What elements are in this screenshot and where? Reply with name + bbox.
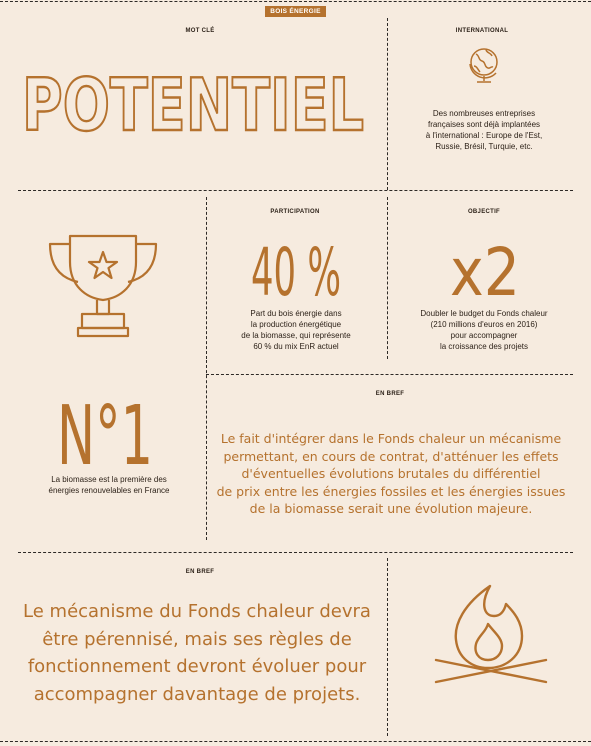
ranking-line: La biomasse est la première des xyxy=(51,475,167,484)
international-line: Russie, Brésil, Turquie, etc. xyxy=(435,142,533,151)
divider-row-3 xyxy=(18,552,573,553)
objectif-line: Doubler le budget du Fonds chaleur xyxy=(420,309,548,318)
objectif-label: OBJECTIF xyxy=(467,209,501,215)
objectif-figure xyxy=(430,238,540,302)
divider-row-2 xyxy=(206,374,573,375)
objectif-line: pour accompagner xyxy=(450,331,518,340)
participation-line: 60 % du mix EnR actuel xyxy=(253,342,339,351)
ranking-text xyxy=(18,474,200,496)
brief1-text xyxy=(210,430,572,518)
international-line: Des nombreuses entreprises xyxy=(432,109,536,118)
objectif-figure-text: x2 xyxy=(450,238,520,302)
objectif-line: la croissance des projets xyxy=(439,342,529,351)
brief1-line: de la biomasse serait une évolution majeure. xyxy=(249,501,533,516)
divider-col-low xyxy=(206,360,207,540)
international-label: INTERNATIONAL xyxy=(455,28,509,34)
ranking-figure-text: N°1 xyxy=(57,392,153,472)
brief1-line: d'éventuelles évolutions brutales du différentiel xyxy=(241,466,541,481)
objectif-line: (210 millions d'euros en 2016) xyxy=(430,320,538,329)
participation-text xyxy=(212,308,380,352)
participation-line: la production énergétique xyxy=(250,320,342,329)
brief1-line: de prix entre les énergies fossiles et les énergies issues xyxy=(216,483,566,499)
section-tag: BOIS ÉNERGIE xyxy=(265,6,326,17)
divider-col-mid-left xyxy=(206,197,207,359)
keyword-word xyxy=(18,66,368,146)
divider-col-mid-right xyxy=(387,197,388,359)
ranking-line: énergies renouvelables en France xyxy=(48,486,170,495)
brief2-line: accompagner davantage de projets. xyxy=(33,683,361,705)
participation-figure-text: 40 % xyxy=(251,238,341,302)
participation-line: de la biomasse, qui représente xyxy=(241,331,351,340)
flame-icon xyxy=(430,578,552,688)
keyword-label: MOT CLÉ xyxy=(185,28,215,34)
brief2-label: EN BREF xyxy=(185,569,215,575)
trophy-icon xyxy=(44,232,162,342)
divider-col-bottom xyxy=(387,558,388,736)
divider-row-1 xyxy=(18,190,573,191)
international-line: françaises sont déjà implantées xyxy=(427,120,541,129)
participation-line: Part du bois énergie dans xyxy=(250,309,342,318)
keyword-word-text: POTENTIEL xyxy=(22,66,364,146)
divider-bottom xyxy=(0,741,591,742)
international-line: à l'international : Europe de l'Est, xyxy=(425,131,543,140)
ranking-figure xyxy=(40,392,170,472)
brief2-line: être pérennisé, mais ses règles de xyxy=(42,628,352,650)
international-text xyxy=(398,108,570,152)
divider-top xyxy=(0,1,591,2)
brief2-line: Le mécanisme du Fonds chaleur devra xyxy=(23,601,371,622)
brief2-text xyxy=(12,598,382,708)
participation-label: PARTICIPATION xyxy=(270,209,320,215)
brief1-line: Le fait d'intégrer dans le Fonds chaleur un mécanisme xyxy=(220,431,562,446)
objectif-text xyxy=(394,308,574,352)
brief1-line: permettant, en cours de contrat, d'atténuer les effets xyxy=(223,448,559,464)
divider-col-top xyxy=(387,18,388,190)
brief2-line: fonctionnement devront évoluer pour xyxy=(27,656,367,677)
globe-icon xyxy=(462,44,504,86)
participation-figure xyxy=(236,238,356,302)
brief1-label: EN BREF xyxy=(375,391,405,397)
